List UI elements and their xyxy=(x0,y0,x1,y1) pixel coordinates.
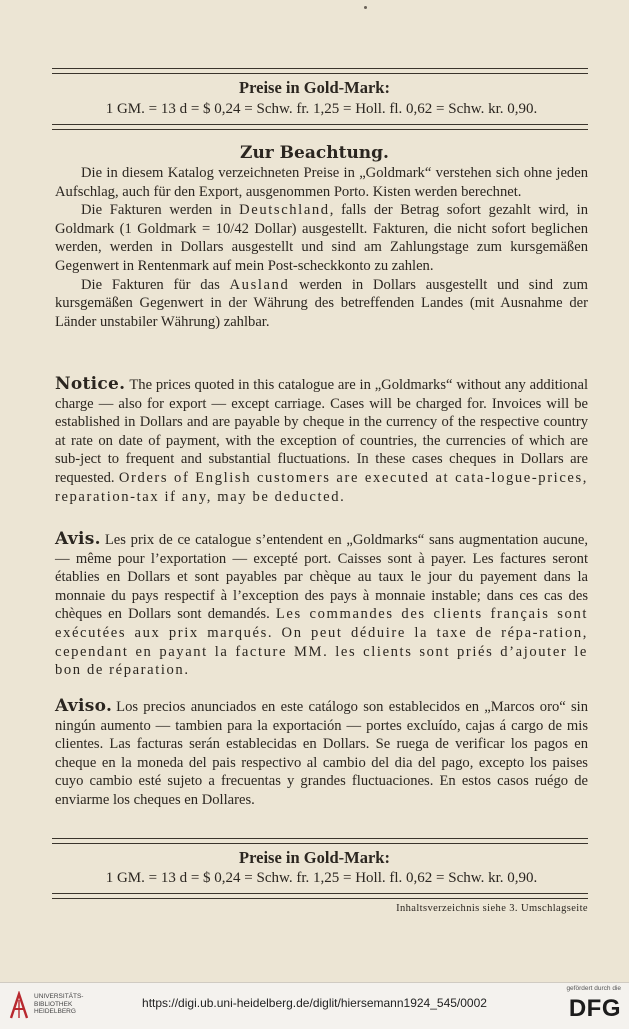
library-name[interactable]: UNIVERSITÄTS- BIBLIOTHEK HEIDELBERG xyxy=(34,993,84,1015)
price-header-title: Preise in Gold-Mark: xyxy=(239,78,390,97)
spanish-aviso: Aviso. Los precios anunciados en este catálogo son establecidos en „Marcos oro“ sin ningún aumento — tambien para la exportación — portes excluído, cajas á cargo de mis clientes. Las facturas serán establecidas en Dollars. Se ruega de verificar los pagos en cheque en la moneda del pais respectivo al cambio del dia del pago, excepto los paises cuyo cambio esté sujeto a frecuentas y grandes fluctuaciones. En estos casos ruégo de enviarme los cheques en Dollares. xyxy=(55,696,588,808)
english-spaced-text: Orders of English customers are executed at cata-logue-prices, reparation-tax if any, may be deducted. xyxy=(55,469,589,505)
german-paragraph-3: Die Fakturen für das Ausland werden in Dollars ausgestellt und sind zum kursgemäßen Gegenwert in der Währung des betreffenden Landes (mit Ausnahme der Länder unstabiler Währung) zahlbar. xyxy=(55,276,589,330)
top-rule xyxy=(52,68,588,74)
price-footer-bottom-rule xyxy=(52,893,588,899)
english-section xyxy=(55,375,588,506)
german-paragraph-2: Die Fakturen werden in Deutschland, falls der Betrag sofort gezahlt wird, in Goldmark (1 Goldmark = 10/42 Dollar) ausgestellt. Fakturen, die nicht sofort beglichen werden, werden in Dollars ausgestellt und sind am Zahlungstage zum kursgemäßen Gegenwert in Rentenmark auf mein Post-scheckkonto zu zahlen. xyxy=(55,202,589,274)
german-spaced-ausland: Ausland xyxy=(229,276,290,293)
spanish-section xyxy=(55,697,588,810)
english-lead: Notice. xyxy=(55,374,126,394)
funding-note: gefördert durch die xyxy=(566,985,621,992)
price-footer-title: Preise in Gold-Mark: xyxy=(239,848,390,867)
document-url-link[interactable]: https://digi.ub.uni-heidelberg.de/diglit/hiersemann1924_545/0002 xyxy=(142,996,487,1010)
german-heading: Zur Beachtung. xyxy=(240,143,389,163)
german-paragraph-1: Die in diesem Katalog verzeichneten Preise in „Goldmark“ verstehen sich ohne jeden Aufschlag, auch für den Export, ausgenommen Porto. Kisten werden berechnet. xyxy=(55,165,588,200)
english-notice: Notice. The prices quoted in this catalogue are in „Goldmarks“ without any additional charge — also for export — except carriage. Cases will be charged for. Invoices will be established in Dollars and are payable by cheque in the currency of the respective country at rate on date of payment, with the exception of countries, the currencies of which are sub-ject to frequent and substantial fluctuations. In these cases cheques in Dollars are requested. Orders of English customers are executed at cata-logue-prices, reparation-tax if any, may be deducted. xyxy=(55,374,589,505)
french-spaced-text: Les commandes des clients français sont exécutées aux prix marqués. On peut déduire la taxe de répa-ration, cependant en payant la facture MM. les clients sont priés d’ajouter le bon de réparation. xyxy=(55,606,589,679)
german-spaced-deutschland: Deutschland xyxy=(239,202,330,219)
dfg-logo[interactable]: DFG xyxy=(568,995,621,1022)
price-header-rates: 1 GM. = 13 d = $ 0,24 = Schw. fr. 1,25 = Holl. fl. 0,62 = Schw. kr. 0,90. xyxy=(105,101,538,117)
german-section xyxy=(55,164,588,331)
price-footer-top-rule xyxy=(52,838,588,844)
price-footer-rates: 1 GM. = 13 d = $ 0,24 = Schw. fr. 1,25 = Holl. fl. 0,62 = Schw. kr. 0,90. xyxy=(105,870,538,886)
price-header-bottom-rule xyxy=(52,124,588,130)
french-avis: Avis. Les prix de ce catalogue s’entendent en „Goldmarks“ sans augmentation aucune, — même pour l’exportation — excepté port. Caisses sont à payer. Les factures seront établies en Dollars et sont payables par chèque au taux le jour du payement dans la monnaie du pays respectif à l’exception des pays à monnaie instable; dans ces cas des chèques en Dollars sont demandés. Les commandes des clients français sont exécutées aux prix marqués. On peut déduire la taxe de répa-ration, cependant en payant la facture MM. les clients sont priés d’ajouter le bon de réparation. xyxy=(55,529,589,679)
footnote-contents-reference: Inhaltsverzeichnis siehe 3. Umschlagseite xyxy=(396,903,588,914)
spanish-lead: Aviso. xyxy=(55,696,113,716)
viewer-footer xyxy=(0,982,629,1029)
french-lead: Avis. xyxy=(55,529,101,549)
french-section xyxy=(55,530,588,680)
print-speck xyxy=(364,6,367,9)
